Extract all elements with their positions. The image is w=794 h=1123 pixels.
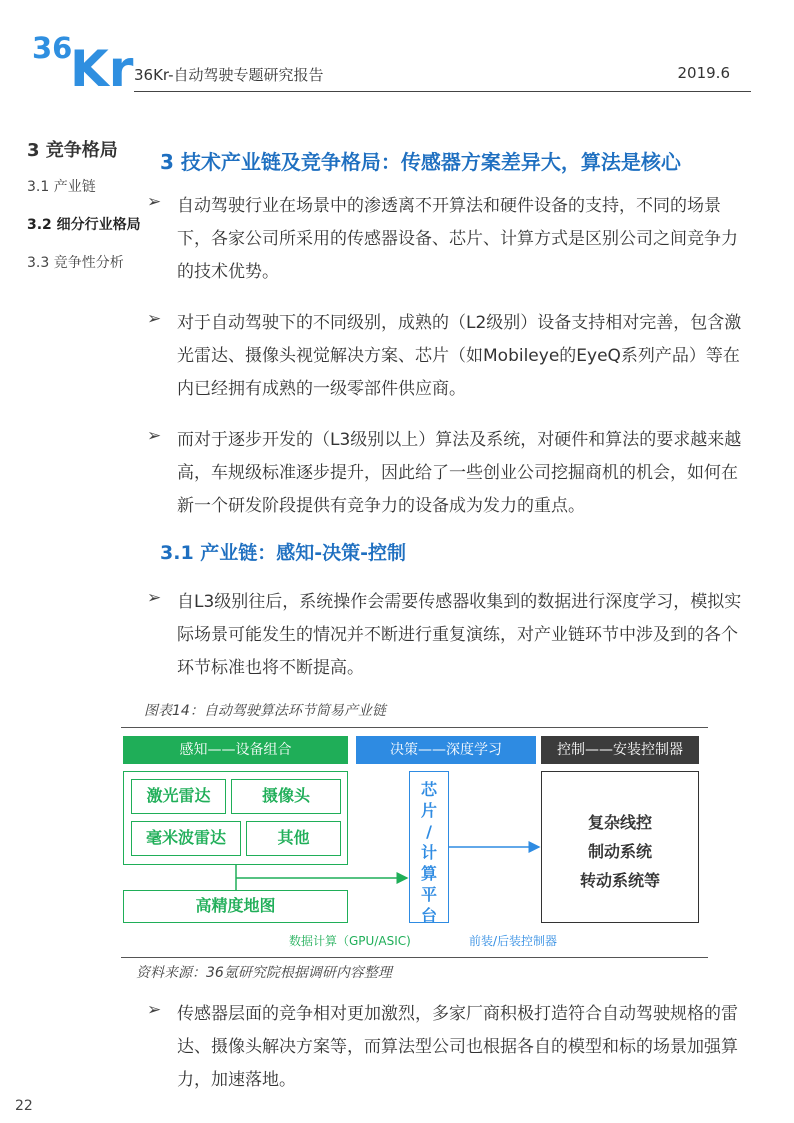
- report-title: 36Kr-自动驾驶专题研究报告: [134, 66, 324, 84]
- device-mmwave-radar-box: 毫米波雷达: [131, 821, 241, 856]
- bullet-paragraph: [147, 424, 747, 523]
- control-header: 控制——安装控制器: [541, 736, 699, 764]
- device-lidar-box: 激光雷达: [131, 779, 226, 814]
- bullet-paragraph: [147, 998, 747, 1097]
- chip-char: /: [426, 822, 432, 841]
- bullet-paragraph: [147, 307, 747, 406]
- page-number: 22: [15, 1098, 33, 1114]
- paragraph-text: 自动驾驶行业在场景中的渗透离不开算法和硬件设备的支持，不同的场景下，各家公司所采用的传感器设备、芯片、计算方式是区别公司之间竞争力的技术优势。: [177, 196, 738, 282]
- sidebar-item-industry-chain[interactable]: 3.1 产业链: [27, 179, 96, 195]
- device-camera-box: 摄像头: [231, 779, 341, 814]
- sidebar-nav: [27, 136, 157, 290]
- section-heading: 3 技术产业链及竞争格局：传感器方案差异大，算法是核心: [160, 150, 681, 174]
- figure-caption: 图表14：自动驾驶算法环节简易产业链: [144, 703, 386, 719]
- arrow-bullet-icon: ➢: [147, 1000, 162, 1020]
- sidebar-section-title: 3 竞争格局: [27, 140, 118, 161]
- 36kr-logo: [30, 28, 140, 90]
- controller-label: 前装/后装控制器: [469, 934, 558, 948]
- control-item: 制动系统: [587, 842, 652, 861]
- chip-char: 计: [420, 843, 437, 862]
- control-item: 复杂线控: [587, 813, 652, 832]
- arrow-bullet-icon: ➢: [147, 426, 162, 446]
- header-divider: [134, 91, 751, 92]
- figure-top-rule: [121, 727, 708, 728]
- perception-header: 感知——设备组合: [123, 736, 348, 764]
- chip-char: 平: [420, 885, 437, 904]
- chip-char: 算: [420, 864, 437, 883]
- subsection-heading: 3.1 产业链：感知-决策-控制: [160, 542, 407, 564]
- bullet-paragraph: [147, 586, 747, 685]
- figure-source: 资料来源：36氪研究院根据调研内容整理: [136, 965, 392, 981]
- decision-header: 决策——深度学习: [356, 736, 536, 764]
- paragraph-text: 而对于逐步开发的（L3级别以上）算法及系统，对硬件和算法的要求越来越高，车规级标准逐步提升，因此给了一些创业公司挖掘商机的机会，如何在新一个研发阶段提供有竞争力的设备成为发力的重点。: [177, 430, 742, 516]
- chip-char: 片: [420, 801, 437, 820]
- compute-label: 数据计算（GPU/ASIC): [289, 934, 411, 948]
- svg-text:Kr: Kr: [70, 40, 134, 90]
- paragraph-text: 对于自动驾驶下的不同级别，成熟的（L2级别）设备支持相对完善，包含激光雷达、摄像头视觉解决方案、芯片（如Mobileye的EyeQ系列产品）等在内已经拥有成熟的一级零部件供应商。: [177, 313, 742, 399]
- hd-map-box: 高精度地图: [123, 890, 348, 923]
- paragraph-text: 传感器层面的竞争相对更加激烈，多家厂商积极打造符合自动驾驶规格的雷达、摄像头解决方案等，而算法型公司也根据各自的模型和标的场景加强算力，加速落地。: [177, 1004, 738, 1090]
- svg-text:36: 36: [32, 31, 73, 65]
- control-systems-box: [541, 771, 699, 923]
- sidebar-item-competition-analysis[interactable]: 3.3 竞争性分析: [27, 255, 124, 271]
- chip-char: 台: [420, 906, 437, 925]
- paragraph-text: 自L3级别往后，系统操作会需要传感器收集到的数据进行深度学习，模拟实际场景可能发生的情况并不断进行重复演练，对产业链环节中涉及到的各个环节标准也将不断提高。: [177, 592, 742, 678]
- chip-computing-platform-box: [409, 771, 449, 923]
- arrow-bullet-icon: ➢: [147, 588, 162, 608]
- figure-bottom-rule: [121, 957, 708, 958]
- bullet-paragraph: [147, 190, 747, 289]
- arrow-bullet-icon: ➢: [147, 192, 162, 212]
- arrow-bullet-icon: ➢: [147, 309, 162, 329]
- sidebar-item-segment-landscape[interactable]: 3.2 细分行业格局: [27, 217, 141, 233]
- report-date: 2019.6: [677, 64, 730, 82]
- control-item: 转动系统等: [579, 871, 660, 890]
- chip-char: 芯: [420, 780, 437, 799]
- device-other-box: 其他: [246, 821, 341, 856]
